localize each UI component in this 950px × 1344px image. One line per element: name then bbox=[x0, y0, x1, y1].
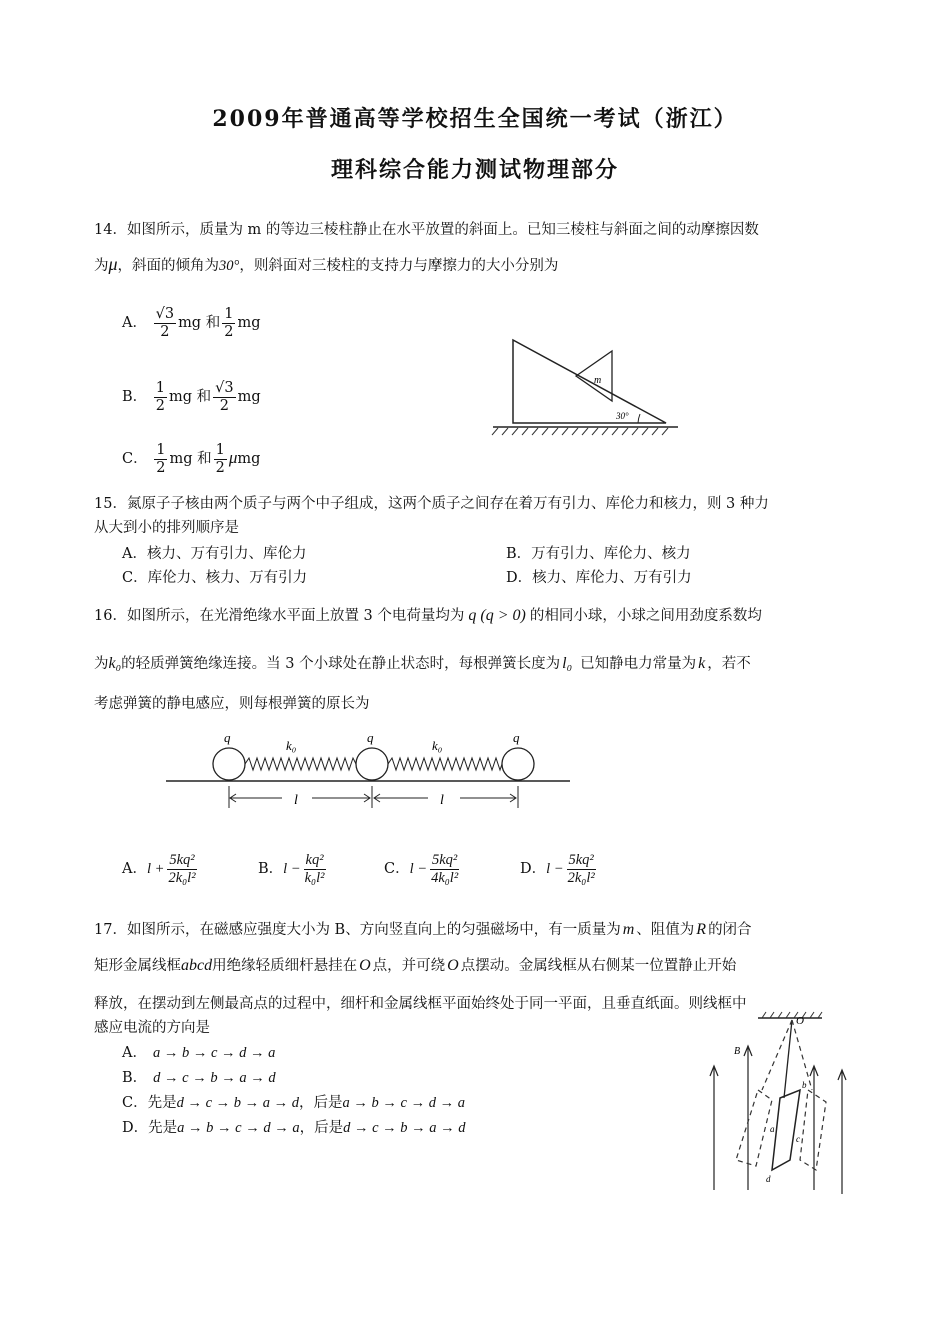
q16-fig-spring-1-label: k₀ bbox=[286, 738, 297, 753]
q17-stem-line1: 17．如图所示，在磁感应强度大小为 B、方向竖直向上的匀强磁场中，有一质量为 m 、阻值为 R 的闭合 bbox=[94, 921, 752, 938]
q16-fig-charge-1: q bbox=[224, 730, 231, 745]
q17-fig-c-label: c bbox=[796, 1134, 800, 1144]
q14-option-b[interactable]: B． $\frac{1}{2}$ mg 和 $\frac{√3}{2}$ mg bbox=[122, 380, 261, 414]
q14-stem-line2: 为μ，斜面的倾角为30°，则斜面对三棱柱的支持力与摩擦力的大小分别为 bbox=[94, 254, 559, 274]
q16-option-d[interactable]: D．l − $\frac{\text{5kq²}}{\text{2k₀l²}}$ bbox=[520, 852, 595, 886]
q14-fig-mass-label: m bbox=[594, 375, 602, 386]
q16-fig-spring-2-label: k₀ bbox=[432, 738, 443, 753]
q14-stem-line1: 14．如图所示，质量为 m 的等边三棱柱静止在水平放置的斜面上。已知三棱柱与斜面之间的动摩擦因数 bbox=[94, 222, 759, 238]
q17-stem-line2: 矩形金属线框abcd用绝缘轻质细杆悬挂在 O 点，并可绕 O 点摆动。金属线框从右侧某一位置静止开始 bbox=[94, 957, 737, 974]
q15-option-b[interactable]: B．万有引力、库伦力、核力 bbox=[506, 546, 691, 562]
q16-fig-length-2: l bbox=[440, 793, 444, 808]
q16-fig-length-1: l bbox=[294, 793, 298, 808]
q16-stem-line3: 考虑弹簧的静电感应，则每根弹簧的原长为 bbox=[94, 696, 370, 712]
q16-option-a[interactable]: A．l + $\frac{\text{5kq²}}{\text{2k₀l²}}$ bbox=[122, 852, 196, 886]
q16-fig-charge-2: q bbox=[367, 730, 374, 745]
q17-option-c[interactable]: C．先是d → c → b → a → d，后是a → b → c → d → a bbox=[122, 1095, 465, 1111]
q16-spring-figure bbox=[160, 722, 580, 817]
q17-option-b[interactable]: B． d → c → b → a → d bbox=[122, 1070, 276, 1086]
q17-fig-d-label: d bbox=[766, 1174, 771, 1184]
q15-option-d[interactable]: D．核力、库伦力、万有引力 bbox=[506, 570, 692, 586]
q15-stem-line2: 从大到小的排列顺序是 bbox=[94, 520, 239, 536]
q17-fig-b-label: B bbox=[734, 1046, 741, 1057]
q14-incline-figure bbox=[488, 335, 688, 440]
q16-stem-line2: 为k₀的轻质弹簧绝缘连接。当 3 个小球处在静止状态时，每根弹簧长度为 l₀ 已知静电力常量为 k ，若不 bbox=[94, 655, 751, 672]
q14-option-a[interactable]: A． $\frac{√3}{2}$ mg 和 $\frac{1}{2}$ mg bbox=[122, 306, 261, 340]
q15-stem-line1: 15．氮原子子核由两个质子与两个中子组成，这两个质子之间存在着万有引力、库伦力和核力，则 3 种力 bbox=[94, 496, 769, 512]
q16-stem-line1: 16．如图所示，在光滑绝缘水平面上放置 3 个电荷量均为 q (q > 0) 的相同小球，小球之间用劲度系数均 bbox=[94, 607, 762, 624]
q17-stem-line4: 感应电流的方向是 bbox=[94, 1020, 210, 1036]
q17-option-d[interactable]: D．先是a → b → c → d → a，后是d → c → b → a → d bbox=[122, 1120, 466, 1136]
q16-fig-charge-3: q bbox=[513, 730, 520, 745]
q15-option-a[interactable]: A．核力、万有引力、库伦力 bbox=[122, 546, 307, 562]
q14-option-c[interactable]: C． $\frac{1}{2}$ mg 和 $\frac{1}{2}$ μmg bbox=[122, 442, 261, 476]
q17-option-a[interactable]: A． a → b → c → d → a bbox=[122, 1045, 276, 1061]
q16-option-b[interactable]: B．l − $\frac{\text{kq²}}{\text{k₀l²}}$ bbox=[258, 852, 325, 886]
q16-option-c[interactable]: C．l − $\frac{\text{5kq²}}{\text{4k₀l²}}$ bbox=[384, 852, 459, 886]
exam-subtitle: 理科综合能力测试物理部分 bbox=[330, 157, 619, 183]
q17-fig-b-corner-label: b bbox=[802, 1080, 807, 1090]
exam-title: 2009年普通高等学校招生全国统一考试（浙江） bbox=[212, 106, 738, 132]
q14-fig-angle-label: 30° bbox=[616, 411, 629, 421]
q17-fig-a-label: a bbox=[770, 1124, 775, 1134]
q17-fig-o-label: O bbox=[796, 1015, 804, 1027]
q17-frame-figure bbox=[700, 1010, 860, 1200]
q17-stem-line3: 释放，在摆动到左侧最高点的过程中，细杆和金属线框平面始终处于同一平面，且垂直纸面。则线框中 bbox=[94, 996, 747, 1012]
q15-option-c[interactable]: C．库伦力、核力、万有引力 bbox=[122, 570, 308, 586]
